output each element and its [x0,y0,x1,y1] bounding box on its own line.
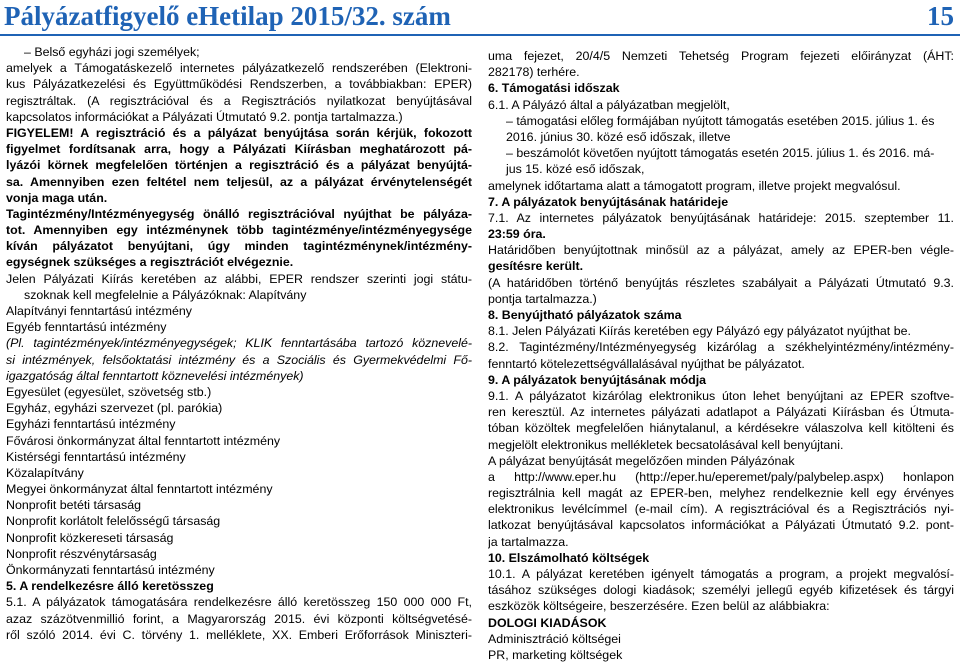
text-line: 8.1. Jelen Pályázati Kiírás keretében egy Pályázó egy pályázatot nyújthat be. [488,324,911,339]
text-line: 10.1. A pályázat keretében igényelt támogatás a program, a projekt megvalósí- [488,567,954,581]
text-line: Fővárosi önkormányzat által fenntartott intézmény [6,433,281,448]
text-line: kíván pályázatot benyújtani, úgy minden tagintézménynek/intézmény- [6,239,472,254]
text-line: Kistérségi fenntartású intézmény [6,449,186,464]
text-line: Tagintézmény/Intézményegység önálló regisztrációval nyújthat be pályáza- [6,206,472,221]
text-line: 23:59 óra. [488,227,546,242]
text-line: Határidőben benyújtottnak minősül az a pályázat, amely az EPER-ben végle- [488,243,954,258]
right-column [488,48,954,663]
text-line: Nonprofit részvénytársaság [6,546,157,561]
text-line: figyelmet fordítsanak arra, hogy a Pályázati Kiírásban meghatározott pá- [6,142,472,157]
text-line: A pályázat benyújtását megelőzően minden Pályázónak [488,453,795,468]
text-line: 8. Benyújtható pályázatok száma [488,308,682,322]
text-line: igazgatóság által fenntartott köznevelési intézmények) [6,368,304,383]
text-line: amelyek a Támogatáskezelő internetes pályázatkezelő rendszerében (Elektroni- [6,61,472,76]
text-line: latkozat benyújtásával kapcsolatos információkat a Pályázati Útmutató 9.2. pont- [488,518,954,533]
text-line: (A határidőben történő benyújtás részletes szabályait a Pályázati Útmutató 9.3. [488,275,954,290]
text-line: 6. Támogatási időszak [488,81,620,96]
text-line: PR, marketing költségek [488,647,623,662]
text-line: Nonprofit korlátolt felelősségű társaság [6,514,221,529]
text-line: 9. A pályázatok benyújtásának módja [488,372,707,387]
text-line: lyázói körnek megfelelően történjen a regisztráció és a pályázat benyújtá- [6,158,472,173]
text-line: 2016. június 30. közé eső időszak, illetve [506,129,731,144]
text-line: 9.1. A pályázatot kizárólag elektronikus úton lehet benyújtani az EPER szoftve- [488,388,954,403]
text-line: egységnek szükséges a regisztrációt elvégeznie. [6,255,294,270]
text-line: – Belső egyházi jogi személyek; [24,45,200,59]
page-number: 15 [927,1,954,31]
header-divider [0,34,960,36]
text-line: 5.1. A pályázatok támogatására rendelkezésre álló keretösszeg 150 000 000 Ft, [6,595,472,610]
text-line: sa. Amennyiben ezen feltétel nem teljesül, az a pályázat érvénytelenségét [6,174,472,189]
text-line: uma fejezet, 20/4/5 Nemzeti Tehetség Program fejezeti előirányzat (ÁHT: [488,49,954,63]
text-line: Közalapítvány [6,465,84,480]
text-line: regisztráltak. (A regisztrációval és a Regisztrációs nyilatkozat benyújtásával [6,93,472,108]
publication-title: Pályázatfigyelő eHetilap 2015/32. szám [4,1,451,31]
text-line: Alapítványi fenntartású intézmény [6,304,192,318]
text-line: szoknak kell megfelelnie a Pályázóknak: Alapítvány [24,287,307,302]
text-line: gesítésre került. [488,259,584,274]
text-line: Jelen Pályázati Kiírás keretében az alábbi, EPER rendszer szerinti jogi státu- [6,271,472,286]
text-line: tóban közöltek megfelelően hiánytalanul, a kérdésekre válaszolva kell kitölteni és [488,421,954,436]
text-line: Egyesület (egyesület, szövetség stb.) [6,384,212,399]
text-line: vonja maga után. [6,190,108,205]
text-line: ről szóló 2014. évi C. törvény 1. melléklete, XX. Emberi Erőforrások Miniszteri- [6,627,472,642]
text-line: tot. Amennyiben egy intézménynek több tagintézménye/intézményegysége [6,223,472,238]
text-line: regisztrálnia kell magát az EPER-ben, melyhez rendelkeznie kell egy érvényes [488,486,954,501]
text-line: – beszámolót követően nyújtott támogatás esetén 2015. július 1. és 2016. má- [506,146,935,161]
page-header [0,0,960,34]
text-line: jus 15. közé eső időszak, [506,162,645,177]
text-line: megjelölt elektronikus mellékletek becsatolásával kell benyújtani. [488,437,844,452]
text-line: eszközök költségeire, beszerzésére. Ezen belül az alábbiakra: [488,599,830,614]
text-line: DOLOGI KIADÁSOK [488,615,607,630]
text-line: 6.1. A Pályázó által a pályázatban megjelölt, [488,97,730,112]
text-line: Nonprofit közkereseti társaság [6,530,174,545]
left-column [6,44,472,643]
text-line: FIGYELEM! A regisztráció és a pályázat benyújtása során kérjük, fokozott [6,125,472,140]
text-line: amelynek időtartama alatt a támogatott program, illetve projekt megvalósul. [488,178,901,193]
text-line: – támogatási előleg formájában nyújtott támogatás esetében 2015. július 1. és [506,113,935,128]
text-line: 5. A rendelkezésre álló keretösszeg [6,579,214,594]
text-line: Egyházi fenntartású intézmény [6,417,176,432]
text-line: kapcsolatos információkat a Pályázati Útmutató 9.2. pontja tartalmazza.) [6,109,403,124]
text-line: (Pl. tagintézmények/intézményegységek; KLIK fenntartásába tartozó köznevelé- [6,336,472,351]
text-line: 7. A pályázatok benyújtásának határideje [488,194,729,209]
text-line: a http://www.eper.hu (http://eper.hu/eperemet/paly/palybelep.aspx) honlapon [488,469,954,484]
text-line: ren keresztül. Az internetes pályázati adatlapot a Pályázati Kiírásban és Útmuta- [488,405,954,420]
text-line: azaz százötvenmillió forint, a Magyarország 2015. évi központi költségvetésé- [6,611,472,626]
text-line: Egyház, egyházi szervezet (pl. parókia) [6,401,223,416]
text-line: pontja tartalmazza.) [488,291,597,306]
text-line: kus Pályázatkezelési és Együttműködési Rendszerben, a továbbiakban: EPER) [6,77,472,92]
text-line: 8.2. Tagintézmény/Intézményegység kizárólag a székhelyintézmény/intézmény- [488,340,954,355]
text-line: Nonprofit betéti társaság [6,498,141,513]
text-line: fenntartó kötelezettségvállalásával nyújthat be pályázatot. [488,356,805,371]
text-line: 282178) terhére. [488,65,580,80]
text-line: Önkormányzati fenntartású intézmény [6,563,215,577]
text-line: elektronikus levélcímmel (e-mail cím). A regisztrációval és a Regisztrációs nyi- [488,502,954,517]
text-line: Egyéb fenntartású intézmény [6,320,167,335]
text-line: tásához szükséges dologi kiadások; személyi jellegű egyéb kifizetések és tárgyi [488,583,954,598]
text-line: 7.1. Az internetes pályázatok benyújtásának határideje: 2015. szeptember 11. [488,210,954,225]
text-line: Adminisztráció költségei [488,631,621,646]
text-line: ja tartalmazza. [488,534,569,549]
text-line: si intézmények, felsőoktatási intézmény és a Szociális és Gyermekvédelmi Fő- [6,352,472,367]
text-line: Megyei önkormányzat által fenntartott intézmény [6,482,273,497]
text-line: 10. Elszámolható költségek [488,550,650,565]
